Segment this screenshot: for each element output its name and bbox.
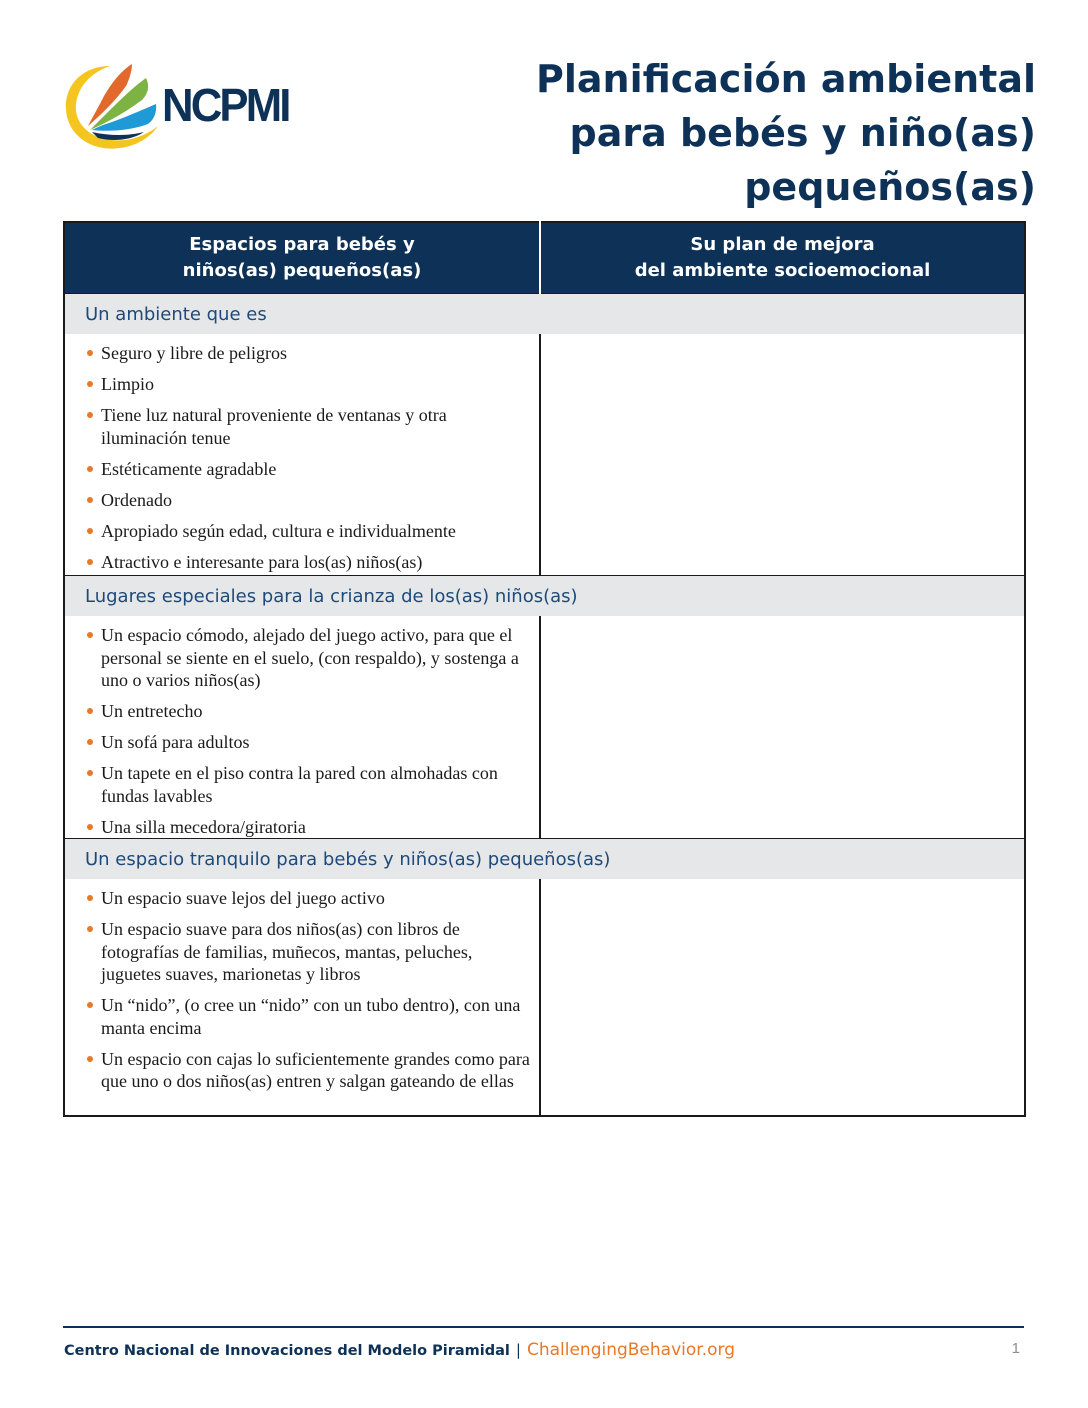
list-item: Un espacio con cajas lo suficientemente grandes como para que uno o dos niños(as) entren y salgan gateando de ellas [87, 1048, 533, 1093]
plan-input-cell[interactable] [540, 879, 1025, 1116]
list-item: Limpio [87, 373, 533, 396]
header-line: Espacios para bebés y [189, 234, 415, 255]
ncpmi-swoosh-icon [62, 60, 162, 155]
planning-table [63, 221, 1026, 1117]
header-spaces [64, 222, 540, 294]
ncpmi-logo [62, 60, 312, 155]
plan-input-cell[interactable] [540, 616, 1025, 839]
footer [64, 1338, 735, 1363]
section-items [64, 616, 540, 839]
list-item: Estéticamente agradable [87, 458, 533, 481]
section-row [64, 839, 1025, 880]
list-item: Atractivo e interesante para los(as) niños(as) [87, 551, 533, 574]
bullet-list [87, 624, 533, 838]
bullet-list [87, 342, 533, 573]
section-row [64, 294, 1025, 335]
section-content-row [64, 879, 1025, 1116]
section-title: Lugares especiales para la crianza de los(as) niños(as) [64, 576, 1025, 617]
list-item: Tiene luz natural proveniente de ventanas y otra iluminación tenue [87, 404, 533, 449]
list-item: Un entretecho [87, 700, 533, 723]
logo-wordmark: NCPMI [162, 79, 289, 131]
section-title: Un ambiente que es [64, 294, 1025, 335]
footer-organization: Centro Nacional de Innovaciones del Modelo Piramidal [64, 1343, 510, 1359]
header-line: niños(as) pequeños(as) [182, 260, 422, 281]
list-item: Ordenado [87, 489, 533, 512]
section-content-row [64, 334, 1025, 576]
list-item: Un sofá para adultos [87, 731, 533, 754]
list-item: Un espacio cómodo, alejado del juego activo, para que el personal se siente en el suelo, (con respaldo), y sostenga a uno o varios niños(as) [87, 624, 533, 692]
list-item: Un “nido”, (o cree un “nido” con un tubo dentro), con una manta encima [87, 994, 533, 1039]
list-item: Un espacio suave lejos del juego activo [87, 887, 533, 910]
page-number: 1 [1011, 1340, 1020, 1357]
header-line: del ambiente socioemocional [634, 260, 931, 281]
section-items [64, 334, 540, 576]
header-line: Su plan de mejora [690, 234, 875, 255]
footer-divider [63, 1326, 1024, 1328]
page-title [476, 52, 1036, 214]
title-line: para bebés y niño(as) [569, 111, 1036, 155]
footer-website-link[interactable]: ChallengingBehavior.org [526, 1340, 735, 1360]
list-item: Apropiado según edad, cultura e individualmente [87, 520, 533, 543]
section-title: Un espacio tranquilo para bebés y niños(as) pequeños(as) [64, 839, 1025, 880]
list-item: Una silla mecedora/giratoria [87, 816, 533, 839]
footer-separator: | [515, 1341, 521, 1359]
table-header-row [64, 222, 1025, 294]
list-item: Seguro y libre de peligros [87, 342, 533, 365]
list-item: Un tapete en el piso contra la pared con almohadas con fundas lavables [87, 762, 533, 807]
header-your-plan [540, 222, 1025, 294]
bullet-list [87, 887, 533, 1093]
section-content-row [64, 616, 1025, 839]
list-item: Un espacio suave para dos niños(as) con libros de fotografías de familias, muñecos, mantas, peluches, juguetes suaves, marionetas y libros [87, 918, 533, 986]
title-line: pequeños(as) [744, 165, 1036, 209]
title-line: Planificación ambiental [536, 57, 1036, 101]
section-items [64, 879, 540, 1116]
plan-input-cell[interactable] [540, 334, 1025, 576]
section-row [64, 576, 1025, 617]
